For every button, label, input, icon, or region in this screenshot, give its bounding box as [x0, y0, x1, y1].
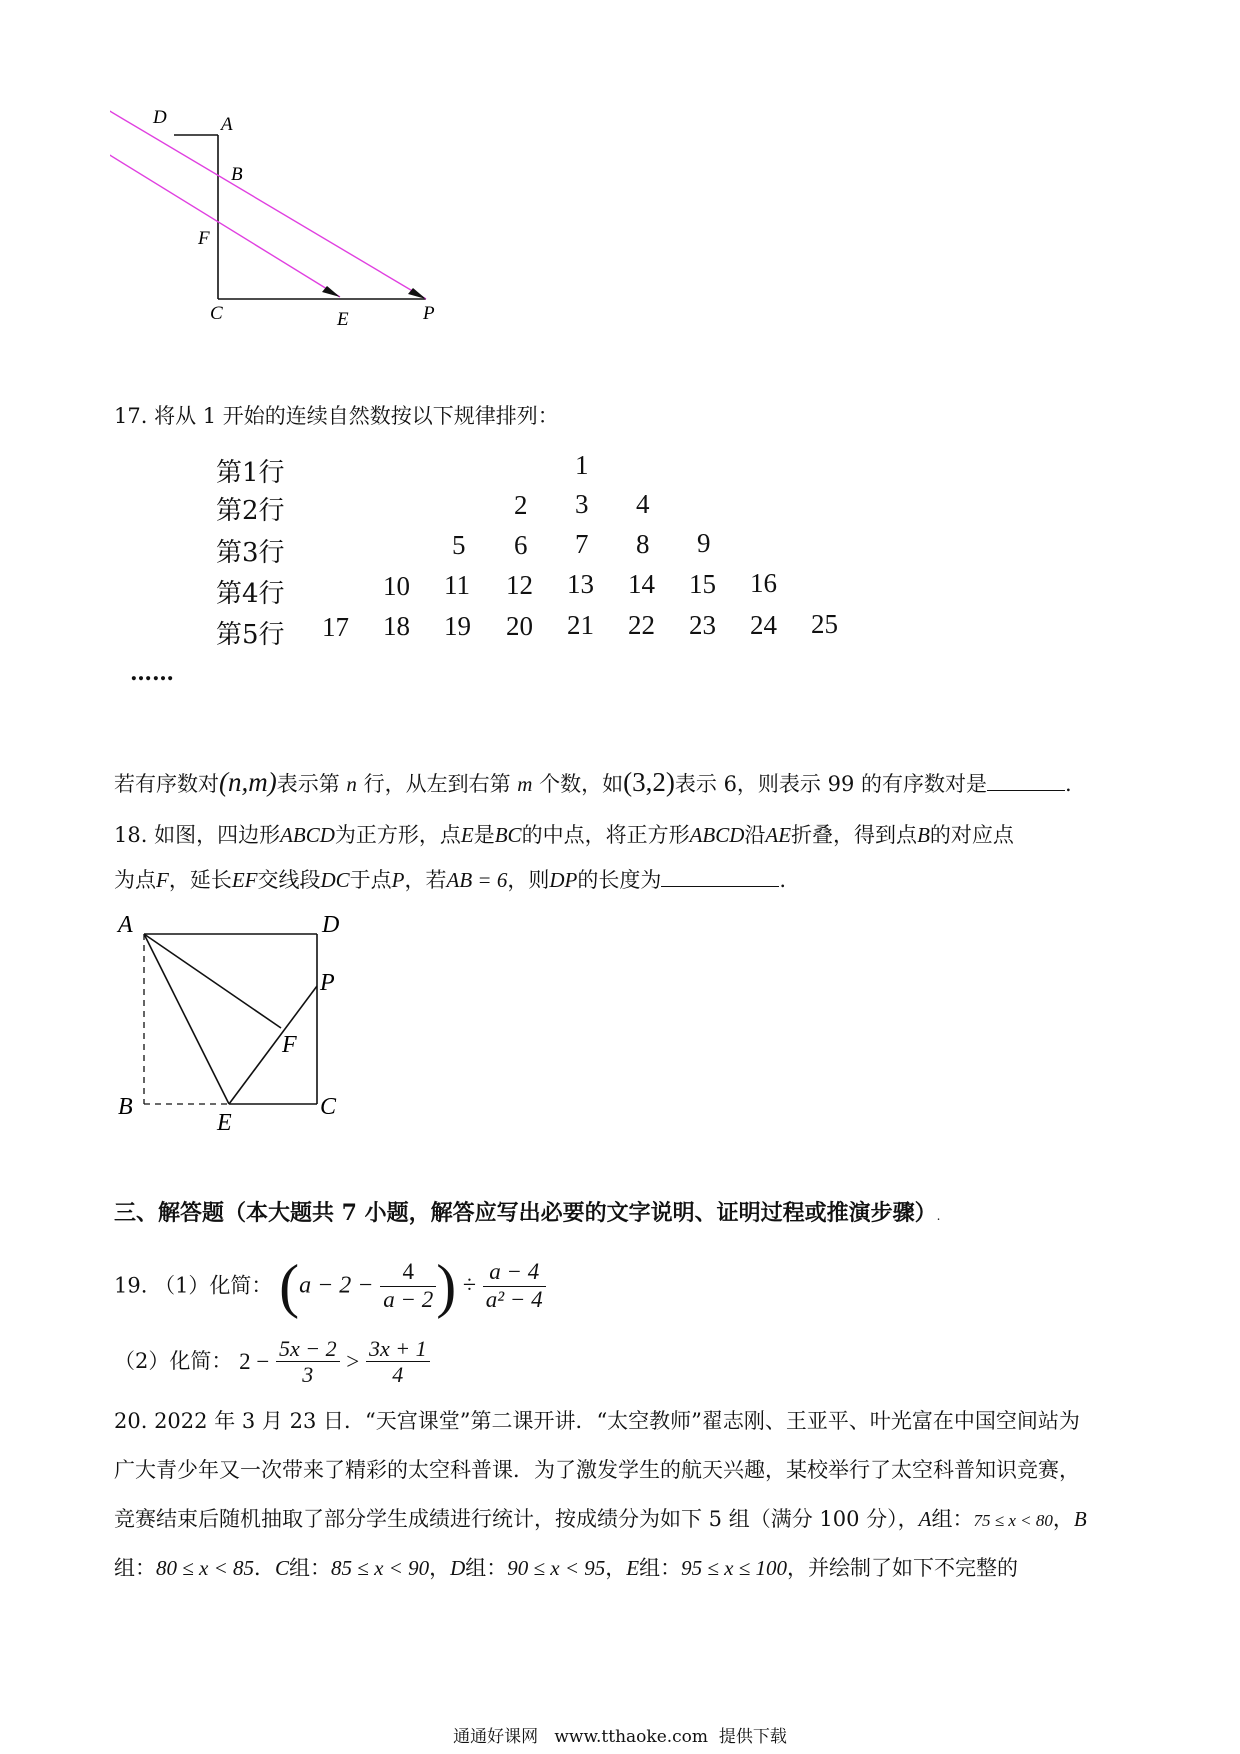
numerator: 3x + 1	[366, 1336, 430, 1362]
q18-line1	[114, 823, 1014, 848]
q18-text: ，延长	[168, 868, 232, 892]
cell: 10	[383, 571, 410, 601]
q20-line4	[114, 1556, 1018, 1581]
range-c: 85 ≤ x < 90	[331, 1556, 430, 1580]
cell: 3	[575, 489, 589, 519]
segment-ae	[144, 934, 229, 1104]
group-e: E	[626, 1556, 640, 1580]
q18-text: 的对应点	[929, 823, 1014, 847]
cell: 13	[567, 569, 594, 599]
cell: 2	[514, 490, 528, 520]
var-m: m	[517, 772, 533, 796]
var-ef: EF	[231, 868, 258, 892]
var-bc: BC	[494, 823, 522, 847]
label-b: B	[231, 164, 243, 185]
row-label-5: 第5行	[216, 620, 285, 650]
q20-text: 组：	[114, 1556, 156, 1580]
cell: 14	[628, 569, 655, 599]
var-abcd: ABCD	[689, 823, 745, 847]
q18-text: 沿	[744, 823, 766, 847]
q20-line3	[114, 1507, 1087, 1532]
q19-part1	[114, 1250, 546, 1322]
denominator: a² − 4	[485, 1286, 543, 1312]
q18-text: 是	[473, 823, 495, 847]
q18-end: .	[779, 868, 787, 892]
q19-part2	[114, 1336, 430, 1388]
answer-blank	[661, 868, 779, 887]
q20-text: ，并绘制了如下不完整的	[786, 1556, 1018, 1580]
cell: 12	[506, 570, 533, 600]
section-end: .	[936, 1209, 941, 1223]
label-a: A	[118, 912, 133, 938]
figure-18	[110, 910, 370, 1140]
q20-text: 组：	[289, 1556, 332, 1580]
label-e: E	[337, 309, 349, 330]
fraction-5x	[276, 1336, 340, 1388]
cell: 18	[383, 611, 410, 641]
q17-text: 表示 6，则表示 99 的有序数对是	[674, 772, 987, 796]
q18-text: 的中点，将正方形	[521, 823, 690, 847]
div-sign: ÷	[462, 1272, 477, 1299]
number-triangle	[0, 0, 1240, 700]
var-abcd: ABCD	[280, 823, 335, 847]
q18-text: ，若	[404, 868, 447, 892]
label-d: D	[153, 110, 167, 128]
q18-text: 折叠，得到点	[791, 823, 918, 847]
cell: 16	[750, 568, 777, 598]
q19-label: （2）化简：	[114, 1349, 233, 1374]
var-dc: DC	[320, 868, 350, 892]
cell: 4	[636, 489, 650, 519]
numerator: 5x − 2	[276, 1336, 340, 1362]
q20-line2: 广大青少年又一次带来了精彩的太空科普课．为了激发学生的航天兴趣，某校举行了太空科普知识竞赛，	[114, 1458, 1080, 1482]
cell: 11	[444, 570, 470, 600]
group-b: B	[1073, 1507, 1087, 1531]
group-a: A	[918, 1507, 932, 1531]
numerator: a − 4	[483, 1259, 546, 1286]
expr-a-minus-2: a − 2 −	[299, 1272, 374, 1299]
denominator: 3	[302, 1362, 314, 1388]
cell: 20	[506, 611, 533, 641]
q20-text: ，	[429, 1556, 451, 1580]
row-label-2: 第2行	[216, 496, 285, 526]
label-c: C	[210, 303, 223, 324]
section-title: 三、解答题（本大题共 7 小题，解答应写出必要的文字说明、证明过程或推演步骤）	[114, 1200, 937, 1226]
q18-text: 为点	[114, 868, 156, 892]
cell: 17	[322, 612, 349, 642]
pair-nm: (n,m)	[219, 767, 277, 797]
q17-intro: 17. 将从 1 开始的连续自然数按以下规律排列：	[114, 404, 559, 428]
q18-text: 交线段	[257, 868, 321, 892]
gt-sign: >	[346, 1349, 360, 1374]
fraction-3x	[366, 1336, 430, 1388]
q19-label: 19. （1）化简：	[114, 1273, 273, 1298]
numerator: 4	[380, 1259, 436, 1286]
row-label-4: 第4行	[216, 579, 285, 609]
label-f: F	[198, 228, 210, 249]
page-footer: 通通好课网 www.tthaoke.com 提供下载	[453, 1727, 787, 1747]
cell: 23	[689, 610, 716, 640]
var-n: n	[346, 772, 357, 796]
q17-text: 若有序数对	[114, 772, 219, 796]
label-f: F	[282, 1032, 297, 1058]
cell: 24	[750, 610, 777, 640]
row-label-3: 第3行	[216, 538, 285, 568]
q18-text: 为正方形，点	[334, 823, 461, 847]
label-p: P	[423, 303, 435, 324]
cell: 15	[689, 569, 716, 599]
paren-open: (	[279, 1253, 300, 1319]
label-e: E	[217, 1110, 232, 1136]
q18-line2	[114, 868, 786, 893]
q17-text: 表示第	[276, 772, 340, 796]
fraction-a4	[483, 1259, 546, 1313]
range-b: 80 ≤ x < 85	[156, 1556, 255, 1580]
cell: 9	[697, 528, 711, 558]
segment-af	[144, 934, 281, 1028]
cell: 6	[514, 530, 528, 560]
pair-example: (3,2)	[623, 767, 675, 797]
q17-text: 行，从左到右第	[363, 772, 511, 796]
var-f: F	[156, 868, 169, 892]
q17-question	[114, 766, 1072, 798]
cell: 8	[636, 529, 650, 559]
range-a: 75 ≤ x < 80	[973, 1511, 1053, 1530]
row-label-1: 第1行	[216, 458, 285, 488]
eq-ab-6: AB = 6	[446, 868, 508, 892]
q18-text: ，则	[507, 868, 550, 892]
var-e: E	[460, 823, 474, 847]
q18-text: 的长度为	[577, 868, 662, 892]
label-c: C	[320, 1094, 337, 1120]
label-p: P	[320, 970, 335, 996]
q20-line1: 20. 2022 年 3 月 23 日．“天宫课堂”第二课开讲．“太空教师”翟志刚、王亚平、叶光富在中国空间站为	[114, 1409, 1080, 1433]
label-b: B	[118, 1094, 133, 1120]
group-c: C	[275, 1556, 290, 1580]
fraction-4-over	[380, 1259, 436, 1313]
q20-text: ，	[1052, 1507, 1074, 1531]
range-e: 95 ≤ x ≤ 100	[681, 1556, 787, 1580]
cell: 19	[444, 611, 471, 641]
label-d: D	[322, 912, 340, 938]
expr-2-minus: 2 −	[239, 1349, 270, 1374]
denominator: a − 2	[383, 1286, 434, 1312]
q20-text: 组：	[639, 1556, 682, 1580]
var-ae: AE	[765, 823, 792, 847]
denominator: 4	[392, 1362, 404, 1388]
ellipsis: ……	[130, 660, 174, 686]
section-heading	[114, 1196, 940, 1227]
q20-text: ，	[605, 1556, 627, 1580]
q20-text: 竞赛结束后随机抽取了部分学生成绩进行统计，按成绩分为如下 5 组（满分 100 分），	[114, 1507, 919, 1531]
q18-text: 于点	[349, 868, 392, 892]
q18-text: 18. 如图，四边形	[114, 823, 281, 847]
group-d: D	[450, 1556, 466, 1580]
cell: 5	[452, 530, 466, 560]
cell: 22	[628, 610, 655, 640]
segment-ep	[229, 986, 317, 1104]
cell: 7	[575, 529, 589, 559]
range-d: 90 ≤ x < 95	[507, 1556, 606, 1580]
var-dp: DP	[549, 868, 578, 892]
cell: 21	[567, 610, 594, 640]
var-b: B	[917, 823, 930, 847]
paren-close: )	[436, 1253, 457, 1319]
q20-text: 组：	[465, 1556, 508, 1580]
q17-end: .	[1065, 772, 1072, 796]
var-p: P	[391, 868, 405, 892]
answer-blank	[987, 772, 1065, 791]
q20-text: ．	[254, 1556, 276, 1580]
cell: 1	[575, 450, 589, 480]
q20-text: 组：	[931, 1507, 974, 1531]
cell: 25	[811, 609, 838, 639]
q17-text: 个数，如	[539, 772, 624, 796]
label-a: A	[221, 114, 233, 135]
